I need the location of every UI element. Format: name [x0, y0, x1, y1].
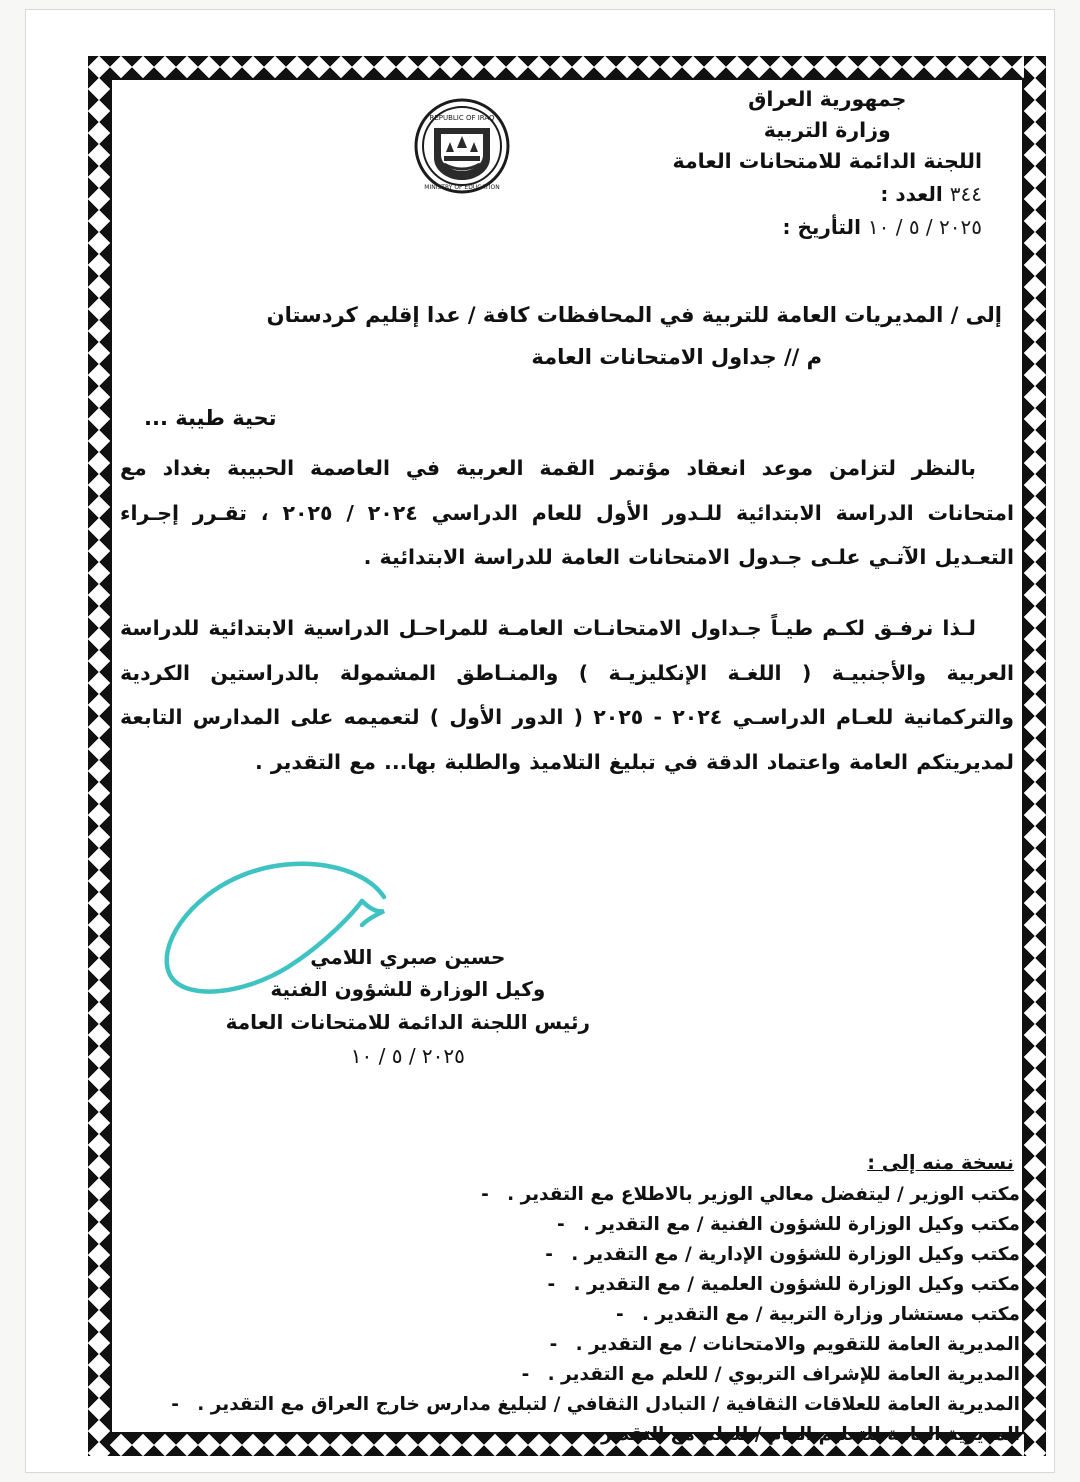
signer-details	[226, 941, 590, 1073]
recipient-line: إلى / المديريات العامة للتربية في المحافظات كافة / عدا إقليم كردستان	[266, 303, 1002, 327]
signature-block	[114, 857, 1020, 1068]
body-paragraph-1: بالنظر لتزامن موعد انعقاد مؤتمر القمة العربية في العاصمة الحبيبة بغداد مع امتحانات الدراسة الابتدائية للـدور الأول للعام الدراسي ٢٠٢٤ / ٢٠٢٥ ، تقـرر إجـراء التعـديل الآتـي علـى جـدول الامتحانات العامة للدراسة الابتدائية .	[120, 456, 1015, 570]
document-number-label: العدد :	[880, 182, 943, 207]
copies-section	[114, 1151, 1020, 1450]
border-band-top	[88, 56, 1046, 78]
document-date-row	[673, 212, 982, 242]
ministry-emblem-icon	[414, 98, 510, 194]
svg-text:REPUBLIC OF IRAQ: REPUBLIC OF IRAQ	[429, 114, 495, 122]
body-paragraph-2: لـذا نرفـق لكـم طيـاً جـداول الامتحانـات العامـة للمراحـل الدراسية الابتدائية للدراسة العربية والأجنبيـة ( اللغـة الإنكليزيـة ) والمنـاطق المشمولة بالدراستين الكردية والتركمانية للعـام الدراسـي ٢٠٢٤ - ٢٠٢٥ ( الدور الأول ) لتعميمه على المدارس التابعة لمديريتكم العامة واعتماد الدقة في تبليغ التلاميذ والطلبة بها... مع التقدير .	[120, 616, 1014, 775]
letter-content	[114, 84, 1020, 1446]
list-item	[114, 1210, 1020, 1240]
list-item	[114, 1270, 1020, 1300]
document-number-row	[673, 179, 982, 209]
letterhead-line-committee: اللجنة الدائمة للامتحانات العامة	[672, 149, 982, 174]
list-dash: -	[521, 1364, 530, 1386]
greeting-line: تحية طيبة ...	[144, 406, 277, 430]
list-item	[114, 1240, 1020, 1270]
copies-list	[114, 1180, 1020, 1450]
document-date-label: التأريخ :	[782, 214, 861, 239]
signer-name: حسين صبري اللامي	[310, 944, 506, 969]
list-item	[114, 1360, 1020, 1390]
subject-line: م // جداول الامتحانات العامة	[531, 345, 822, 369]
copy-item-text: مكتب الوزير / ليتفضل معالي الوزير بالاطلاع مع التقدير .	[507, 1184, 1020, 1206]
letterhead-text	[673, 84, 982, 242]
list-dash: -	[561, 1424, 570, 1446]
copy-item-text: مكتب وكيل الوزارة للشؤون الفنية / مع التقدير .	[583, 1214, 1020, 1236]
signer-title-1: وكيل الوزارة للشؤون الفنية	[270, 977, 546, 1002]
list-dash: -	[171, 1394, 179, 1416]
copy-item-text: مكتب مستشار وزارة التربية / مع التقدير .	[642, 1304, 1020, 1326]
copy-item-text: المديرية العامة للتعليم العام / للعلم مع التقدير .	[587, 1424, 1020, 1446]
list-item	[114, 1300, 1020, 1330]
addressing-block	[114, 294, 1020, 378]
signature-date: ٢٠٢٥ / ٥ / ١٠	[350, 1043, 465, 1068]
copy-item-text: المديرية العامة للإشراف التربوي / للعلم مع التقدير .	[547, 1364, 1020, 1386]
border-band-left	[88, 56, 110, 1456]
list-dash: -	[557, 1214, 565, 1236]
list-item	[114, 1420, 1020, 1450]
letterhead	[114, 84, 1020, 274]
document-date-value: ٢٠٢٥ / ٥ / ١٠	[867, 214, 982, 239]
list-item	[114, 1180, 1020, 1210]
scan-sheet	[26, 10, 1054, 1472]
list-item	[114, 1330, 1020, 1360]
list-dash: -	[547, 1274, 556, 1296]
list-dash: -	[616, 1304, 624, 1326]
copy-item-text: مكتب وكيل الوزارة للشؤون الإدارية / مع التقدير .	[571, 1244, 1020, 1266]
list-dash: -	[549, 1334, 558, 1356]
border-band-right	[1024, 56, 1046, 1456]
signer-title-2: رئيس اللجنة الدائمة للامتحانات العامة	[225, 1009, 590, 1034]
document-number-value: ٣٤٤	[949, 182, 982, 207]
svg-text:MINISTRY OF EDUCATION: MINISTRY OF EDUCATION	[424, 184, 500, 191]
copy-item-text: المديرية العامة للعلاقات الثقافية / التبادل الثقافي / لتبليغ مدارس خارج العراق مع التقدير .	[197, 1394, 1020, 1416]
list-item	[114, 1390, 1020, 1420]
letterhead-line-ministry: وزارة التربية	[763, 118, 891, 143]
copy-item-text: المديرية العامة للتقويم والامتحانات / مع التقدير .	[575, 1334, 1020, 1356]
copies-title: نسخة منه إلى :	[867, 1151, 1014, 1175]
list-dash: -	[545, 1244, 553, 1266]
list-dash: -	[481, 1184, 489, 1206]
copy-item-text: مكتب وكيل الوزارة للشؤون العلمية / مع التقدير .	[573, 1274, 1020, 1296]
letterhead-line-country: جمهورية العراق	[748, 87, 907, 111]
